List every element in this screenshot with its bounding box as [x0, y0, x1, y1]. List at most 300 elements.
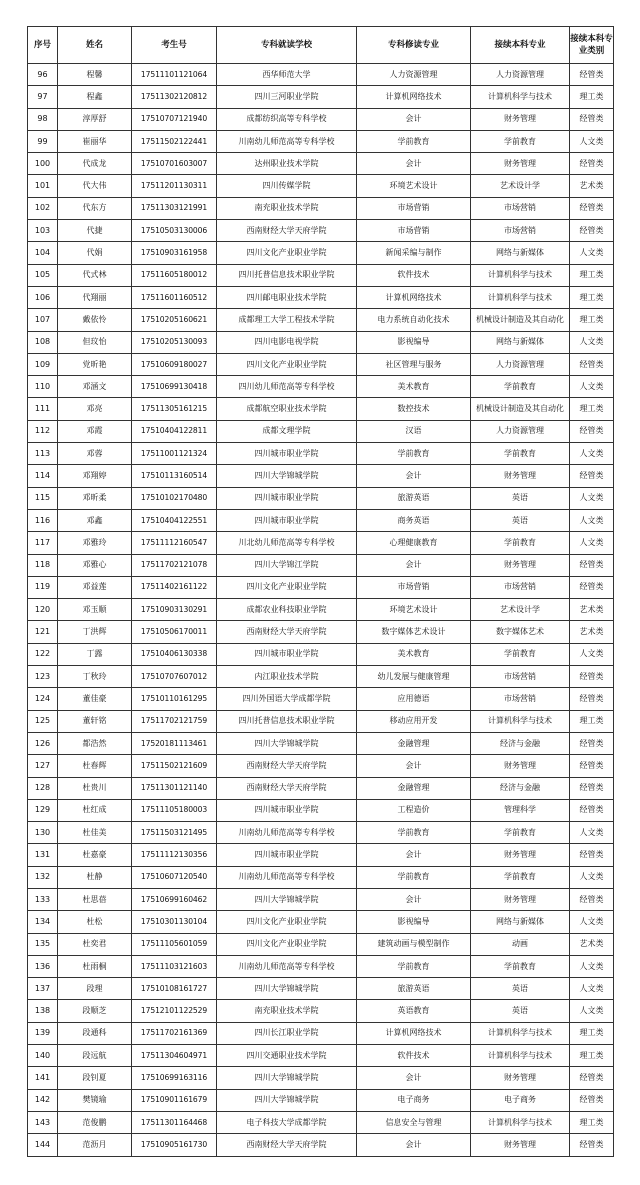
cell-junior-college: 四川大学锦城学院: [217, 732, 357, 754]
table-row: [28, 220, 614, 242]
header-junior-college: 专科就读学校: [217, 27, 357, 64]
cell-junior-major: 市场营销: [357, 220, 471, 242]
cell-junior-college: 四川城市职业学院: [217, 509, 357, 531]
cell-junior-college: 四川城市职业学院: [217, 443, 357, 465]
cell-index: 133: [28, 888, 58, 910]
cell-bachelor-category: 经管类: [570, 755, 614, 777]
cell-name: 程馨: [58, 64, 132, 86]
cell-bachelor-major: 财务管理: [471, 844, 570, 866]
cell-exam-number: 17520181113461: [132, 732, 217, 754]
cell-bachelor-category: 经管类: [570, 465, 614, 487]
cell-bachelor-category: 经管类: [570, 220, 614, 242]
cell-exam-number: 17511101121064: [132, 64, 217, 86]
cell-index: 141: [28, 1067, 58, 1089]
cell-index: 100: [28, 153, 58, 175]
cell-junior-college: 成都航空职业技术学院: [217, 398, 357, 420]
cell-bachelor-category: 理工类: [570, 710, 614, 732]
cell-index: 113: [28, 443, 58, 465]
cell-bachelor-category: 经管类: [570, 353, 614, 375]
cell-junior-major: 会计: [357, 465, 471, 487]
cell-bachelor-major: 学前教育: [471, 532, 570, 554]
cell-name: 党昕艳: [58, 353, 132, 375]
cell-junior-college: 四川三河职业学院: [217, 86, 357, 108]
cell-bachelor-category: 经管类: [570, 1067, 614, 1089]
cell-bachelor-major: 计算机科学与技术: [471, 264, 570, 286]
cell-junior-major: 市场营销: [357, 197, 471, 219]
cell-bachelor-category: 人文类: [570, 978, 614, 1000]
cell-exam-number: 17510901161679: [132, 1089, 217, 1111]
cell-bachelor-category: 经管类: [570, 554, 614, 576]
cell-index: 128: [28, 777, 58, 799]
cell-bachelor-major: 英语: [471, 978, 570, 1000]
cell-junior-major: 环境艺术设计: [357, 599, 471, 621]
cell-junior-college: 四川交通职业技术学院: [217, 1045, 357, 1067]
table-row: [28, 509, 614, 531]
header-bachelor-category: 接续本科专业类别: [570, 27, 614, 64]
table-row: [28, 1022, 614, 1044]
cell-junior-college: 南充职业技术学院: [217, 197, 357, 219]
cell-junior-major: 会计: [357, 554, 471, 576]
table-row: [28, 799, 614, 821]
cell-junior-college: 西南财经大学天府学院: [217, 755, 357, 777]
cell-bachelor-category: 人文类: [570, 130, 614, 152]
cell-junior-college: 川北幼儿师范高等专科学校: [217, 532, 357, 554]
cell-bachelor-major: 财务管理: [471, 1134, 570, 1156]
cell-bachelor-category: 经管类: [570, 844, 614, 866]
cell-exam-number: 17511001121324: [132, 443, 217, 465]
cell-bachelor-category: 理工类: [570, 86, 614, 108]
cell-bachelor-major: 市场营销: [471, 576, 570, 598]
cell-exam-number: 17510905161730: [132, 1134, 217, 1156]
cell-exam-number: 17511503121495: [132, 822, 217, 844]
cell-bachelor-category: 人文类: [570, 532, 614, 554]
cell-bachelor-category: 经管类: [570, 666, 614, 688]
cell-bachelor-major: 学前教育: [471, 376, 570, 398]
cell-bachelor-category: 经管类: [570, 777, 614, 799]
cell-name: 戴依怜: [58, 309, 132, 331]
cell-bachelor-category: 人文类: [570, 1000, 614, 1022]
header-name: 姓名: [58, 27, 132, 64]
table-row: [28, 688, 614, 710]
cell-junior-college: 四川传媒学院: [217, 175, 357, 197]
cell-junior-college: 四川大学锦江学院: [217, 554, 357, 576]
cell-bachelor-major: 财务管理: [471, 108, 570, 130]
cell-name: 董佳豪: [58, 688, 132, 710]
cell-junior-college: 四川城市职业学院: [217, 844, 357, 866]
cell-junior-college: 内江职业技术学院: [217, 666, 357, 688]
cell-name: 邓昕柔: [58, 487, 132, 509]
cell-exam-number: 17510506170011: [132, 621, 217, 643]
table-row: [28, 1067, 614, 1089]
table-row: [28, 599, 614, 621]
cell-junior-college: 四川城市职业学院: [217, 643, 357, 665]
cell-index: 114: [28, 465, 58, 487]
cell-bachelor-category: 艺术类: [570, 175, 614, 197]
table-row: [28, 933, 614, 955]
cell-junior-major: 计算机网络技术: [357, 1022, 471, 1044]
cell-junior-major: 会计: [357, 1067, 471, 1089]
cell-index: 103: [28, 220, 58, 242]
cell-bachelor-category: 理工类: [570, 264, 614, 286]
cell-junior-major: 学前教育: [357, 130, 471, 152]
cell-junior-college: 西华师范大学: [217, 64, 357, 86]
cell-name: 代成龙: [58, 153, 132, 175]
cell-junior-major: 旅游英语: [357, 487, 471, 509]
cell-exam-number: 17510903130291: [132, 599, 217, 621]
table-row: [28, 621, 614, 643]
cell-index: 110: [28, 376, 58, 398]
cell-index: 127: [28, 755, 58, 777]
cell-index: 138: [28, 1000, 58, 1022]
cell-exam-number: 17510108161727: [132, 978, 217, 1000]
table-row: [28, 487, 614, 509]
cell-name: 范俊鹏: [58, 1111, 132, 1133]
cell-junior-major: 学前教育: [357, 866, 471, 888]
cell-index: 107: [28, 309, 58, 331]
cell-bachelor-category: 理工类: [570, 1022, 614, 1044]
cell-junior-college: 四川文化产业职业学院: [217, 242, 357, 264]
cell-bachelor-major: 机械设计制造及其自动化: [471, 398, 570, 420]
cell-junior-college: 四川外国语大学成都学院: [217, 688, 357, 710]
cell-bachelor-category: 人文类: [570, 487, 614, 509]
table-row: [28, 1045, 614, 1067]
cell-junior-major: 应用德语: [357, 688, 471, 710]
cell-junior-college: 四川大学锦城学院: [217, 888, 357, 910]
admission-table: [27, 26, 614, 1157]
table-row: [28, 443, 614, 465]
cell-exam-number: 17510205130093: [132, 331, 217, 353]
cell-bachelor-major: 财务管理: [471, 888, 570, 910]
cell-junior-college: 川南幼儿师范高等专科学校: [217, 955, 357, 977]
cell-name: 杜春辉: [58, 755, 132, 777]
cell-bachelor-category: 经管类: [570, 576, 614, 598]
cell-exam-number: 17511201130311: [132, 175, 217, 197]
cell-junior-major: 会计: [357, 844, 471, 866]
cell-bachelor-category: 人文类: [570, 866, 614, 888]
cell-name: 代大伟: [58, 175, 132, 197]
cell-junior-major: 旅游英语: [357, 978, 471, 1000]
cell-bachelor-category: 理工类: [570, 398, 614, 420]
table-row: [28, 175, 614, 197]
cell-name: 丁露: [58, 643, 132, 665]
cell-exam-number: 17510102170480: [132, 487, 217, 509]
table-row: [28, 64, 614, 86]
cell-junior-college: 四川幼儿师范高等专科学校: [217, 376, 357, 398]
table-row: [28, 866, 614, 888]
cell-exam-number: 17511502121609: [132, 755, 217, 777]
cell-name: 邓鑫: [58, 509, 132, 531]
cell-bachelor-category: 经管类: [570, 1089, 614, 1111]
cell-bachelor-category: 人文类: [570, 242, 614, 264]
cell-name: 段通科: [58, 1022, 132, 1044]
cell-junior-major: 学前教育: [357, 955, 471, 977]
cell-name: 淳厚舒: [58, 108, 132, 130]
cell-junior-major: 市场营销: [357, 576, 471, 598]
cell-bachelor-major: 网络与新媒体: [471, 242, 570, 264]
cell-junior-college: 四川大学锦城学院: [217, 1067, 357, 1089]
cell-bachelor-category: 经管类: [570, 1134, 614, 1156]
cell-exam-number: 17511301121140: [132, 777, 217, 799]
cell-bachelor-major: 财务管理: [471, 755, 570, 777]
cell-junior-college: 四川托普信息技术职业学院: [217, 710, 357, 732]
table-row: [28, 1111, 614, 1133]
cell-junior-major: 美术教育: [357, 643, 471, 665]
cell-index: 139: [28, 1022, 58, 1044]
cell-junior-major: 环境艺术设计: [357, 175, 471, 197]
cell-bachelor-category: 艺术类: [570, 599, 614, 621]
table-row: [28, 576, 614, 598]
cell-bachelor-major: 经济与金融: [471, 777, 570, 799]
cell-name: 代娟: [58, 242, 132, 264]
table-row: [28, 465, 614, 487]
table-row: [28, 666, 614, 688]
cell-exam-number: 17511105601059: [132, 933, 217, 955]
cell-junior-college: 四川邮电职业技术学院: [217, 286, 357, 308]
cell-bachelor-major: 动画: [471, 933, 570, 955]
cell-bachelor-major: 英语: [471, 509, 570, 531]
cell-junior-college: 四川文化产业职业学院: [217, 933, 357, 955]
cell-junior-major: 软件技术: [357, 264, 471, 286]
cell-bachelor-major: 计算机科学与技术: [471, 1111, 570, 1133]
cell-bachelor-category: 经管类: [570, 799, 614, 821]
cell-index: 125: [28, 710, 58, 732]
cell-exam-number: 17511304604971: [132, 1045, 217, 1067]
cell-junior-college: 四川城市职业学院: [217, 799, 357, 821]
cell-index: 134: [28, 911, 58, 933]
roster-sheet: [27, 26, 613, 1157]
cell-bachelor-category: 艺术类: [570, 933, 614, 955]
cell-name: 崔丽华: [58, 130, 132, 152]
table-row: [28, 197, 614, 219]
cell-junior-college: 西南财经大学天府学院: [217, 220, 357, 242]
table-row: [28, 376, 614, 398]
cell-name: 段远航: [58, 1045, 132, 1067]
cell-bachelor-category: 人文类: [570, 331, 614, 353]
cell-junior-college: 四川文化产业职业学院: [217, 576, 357, 598]
table-row: [28, 1089, 614, 1111]
cell-bachelor-category: 经管类: [570, 732, 614, 754]
cell-junior-college: 成都纺织高等专科学校: [217, 108, 357, 130]
cell-exam-number: 17511605180012: [132, 264, 217, 286]
cell-name: 杜松: [58, 911, 132, 933]
cell-index: 116: [28, 509, 58, 531]
cell-name: 邓雅玲: [58, 532, 132, 554]
table-row: [28, 732, 614, 754]
cell-exam-number: 17511301164468: [132, 1111, 217, 1133]
table-row: [28, 888, 614, 910]
cell-name: 邓蓉: [58, 443, 132, 465]
cell-bachelor-major: 数字媒体艺术: [471, 621, 570, 643]
cell-bachelor-major: 经济与金融: [471, 732, 570, 754]
cell-index: 129: [28, 799, 58, 821]
cell-index: 140: [28, 1045, 58, 1067]
cell-name: 但玟怡: [58, 331, 132, 353]
cell-junior-major: 幼儿发展与健康管理: [357, 666, 471, 688]
cell-junior-major: 数控技术: [357, 398, 471, 420]
cell-index: 135: [28, 933, 58, 955]
cell-junior-college: 四川文化产业职业学院: [217, 353, 357, 375]
cell-exam-number: 17511601160512: [132, 286, 217, 308]
cell-name: 杜思蓓: [58, 888, 132, 910]
cell-name: 范沥月: [58, 1134, 132, 1156]
cell-bachelor-major: 市场营销: [471, 197, 570, 219]
cell-index: 98: [28, 108, 58, 130]
cell-bachelor-major: 电子商务: [471, 1089, 570, 1111]
table-row: [28, 822, 614, 844]
cell-exam-number: 17511112130356: [132, 844, 217, 866]
cell-junior-major: 信息安全与管理: [357, 1111, 471, 1133]
cell-index: 132: [28, 866, 58, 888]
cell-name: 杜贵川: [58, 777, 132, 799]
cell-junior-college: 四川电影电视学院: [217, 331, 357, 353]
table-row: [28, 242, 614, 264]
cell-bachelor-major: 网络与新媒体: [471, 331, 570, 353]
cell-exam-number: 17510404122551: [132, 509, 217, 531]
cell-bachelor-major: 人力资源管理: [471, 353, 570, 375]
cell-bachelor-major: 学前教育: [471, 443, 570, 465]
cell-index: 136: [28, 955, 58, 977]
cell-bachelor-major: 计算机科学与技术: [471, 286, 570, 308]
cell-name: 邓霞: [58, 420, 132, 442]
cell-junior-college: 四川大学锦城学院: [217, 465, 357, 487]
cell-bachelor-major: 机械设计制造及其自动化: [471, 309, 570, 331]
cell-junior-college: 四川长江职业学院: [217, 1022, 357, 1044]
cell-junior-major: 数字媒体艺术设计: [357, 621, 471, 643]
cell-name: 邓雅心: [58, 554, 132, 576]
cell-index: 112: [28, 420, 58, 442]
cell-name: 丁洪辉: [58, 621, 132, 643]
table-row: [28, 309, 614, 331]
table-row: [28, 1134, 614, 1156]
table-row: [28, 130, 614, 152]
cell-index: 97: [28, 86, 58, 108]
cell-junior-major: 汉语: [357, 420, 471, 442]
table-row: [28, 264, 614, 286]
cell-bachelor-category: 人文类: [570, 911, 614, 933]
cell-index: 115: [28, 487, 58, 509]
cell-bachelor-category: 理工类: [570, 309, 614, 331]
cell-bachelor-category: 经管类: [570, 420, 614, 442]
cell-bachelor-major: 管理科学: [471, 799, 570, 821]
cell-exam-number: 17511112160547: [132, 532, 217, 554]
cell-name: 代翔丽: [58, 286, 132, 308]
cell-name: 杜奕君: [58, 933, 132, 955]
cell-junior-major: 英语教育: [357, 1000, 471, 1022]
cell-exam-number: 17511702161369: [132, 1022, 217, 1044]
cell-junior-major: 电力系统自动化技术: [357, 309, 471, 331]
cell-junior-major: 商务英语: [357, 509, 471, 531]
cell-name: 段顺芝: [58, 1000, 132, 1022]
cell-bachelor-category: 经管类: [570, 108, 614, 130]
cell-exam-number: 17511702121759: [132, 710, 217, 732]
cell-index: 108: [28, 331, 58, 353]
cell-junior-major: 计算机网络技术: [357, 286, 471, 308]
cell-name: 杜嘉豪: [58, 844, 132, 866]
cell-index: 120: [28, 599, 58, 621]
cell-junior-major: 人力资源管理: [357, 64, 471, 86]
cell-junior-college: 南充职业技术学院: [217, 1000, 357, 1022]
cell-junior-college: 四川大学锦城学院: [217, 978, 357, 1000]
cell-bachelor-major: 市场营销: [471, 220, 570, 242]
cell-bachelor-major: 财务管理: [471, 1067, 570, 1089]
cell-exam-number: 17510701603007: [132, 153, 217, 175]
cell-bachelor-category: 理工类: [570, 286, 614, 308]
cell-index: 137: [28, 978, 58, 1000]
table-row: [28, 955, 614, 977]
cell-name: 樊镜瑜: [58, 1089, 132, 1111]
cell-junior-major: 会计: [357, 755, 471, 777]
cell-name: 代东方: [58, 197, 132, 219]
cell-junior-major: 学前教育: [357, 443, 471, 465]
cell-index: 121: [28, 621, 58, 643]
cell-junior-college: 四川文化产业职业学院: [217, 911, 357, 933]
cell-exam-number: 17511302120812: [132, 86, 217, 108]
cell-exam-number: 17512101122529: [132, 1000, 217, 1022]
table-row: [28, 86, 614, 108]
cell-bachelor-major: 财务管理: [471, 153, 570, 175]
cell-index: 143: [28, 1111, 58, 1133]
cell-index: 118: [28, 554, 58, 576]
cell-junior-college: 四川城市职业学院: [217, 487, 357, 509]
cell-name: 杜佳美: [58, 822, 132, 844]
cell-name: 段钊夏: [58, 1067, 132, 1089]
cell-junior-major: 移动应用开发: [357, 710, 471, 732]
table-row: [28, 331, 614, 353]
table-header-row: [28, 27, 614, 64]
cell-bachelor-category: 人文类: [570, 955, 614, 977]
table-row: [28, 353, 614, 375]
cell-bachelor-category: 人文类: [570, 443, 614, 465]
cell-index: 119: [28, 576, 58, 598]
cell-bachelor-major: 艺术设计学: [471, 599, 570, 621]
table-row: [28, 777, 614, 799]
cell-junior-major: 计算机网络技术: [357, 86, 471, 108]
cell-exam-number: 17510903161958: [132, 242, 217, 264]
cell-name: 邓玉顺: [58, 599, 132, 621]
cell-bachelor-category: 理工类: [570, 1045, 614, 1067]
cell-junior-college: 电子科技大学成都学院: [217, 1111, 357, 1133]
cell-index: 106: [28, 286, 58, 308]
cell-exam-number: 17510205160621: [132, 309, 217, 331]
cell-bachelor-major: 计算机科学与技术: [471, 86, 570, 108]
cell-junior-college: 川南幼儿师范高等专科学校: [217, 866, 357, 888]
cell-junior-major: 新闻采编与制作: [357, 242, 471, 264]
cell-name: 段理: [58, 978, 132, 1000]
cell-junior-college: 川南幼儿师范高等专科学校: [217, 822, 357, 844]
cell-bachelor-category: 经管类: [570, 197, 614, 219]
cell-index: 101: [28, 175, 58, 197]
table-body: [28, 64, 614, 1157]
cell-index: 104: [28, 242, 58, 264]
cell-junior-college: 成都农业科技职业学院: [217, 599, 357, 621]
cell-bachelor-category: 人文类: [570, 509, 614, 531]
cell-bachelor-major: 网络与新媒体: [471, 911, 570, 933]
table-row: [28, 844, 614, 866]
cell-bachelor-major: 人力资源管理: [471, 64, 570, 86]
cell-junior-major: 社区管理与服务: [357, 353, 471, 375]
table-row: [28, 1000, 614, 1022]
cell-exam-number: 17510110161295: [132, 688, 217, 710]
cell-bachelor-category: 经管类: [570, 688, 614, 710]
cell-exam-number: 17510404122811: [132, 420, 217, 442]
cell-bachelor-major: 学前教育: [471, 866, 570, 888]
cell-junior-college: 成都文理学院: [217, 420, 357, 442]
cell-bachelor-major: 学前教育: [471, 822, 570, 844]
cell-junior-major: 会计: [357, 1134, 471, 1156]
cell-name: 程鑫: [58, 86, 132, 108]
cell-index: 124: [28, 688, 58, 710]
header-index: 序号: [28, 27, 58, 64]
